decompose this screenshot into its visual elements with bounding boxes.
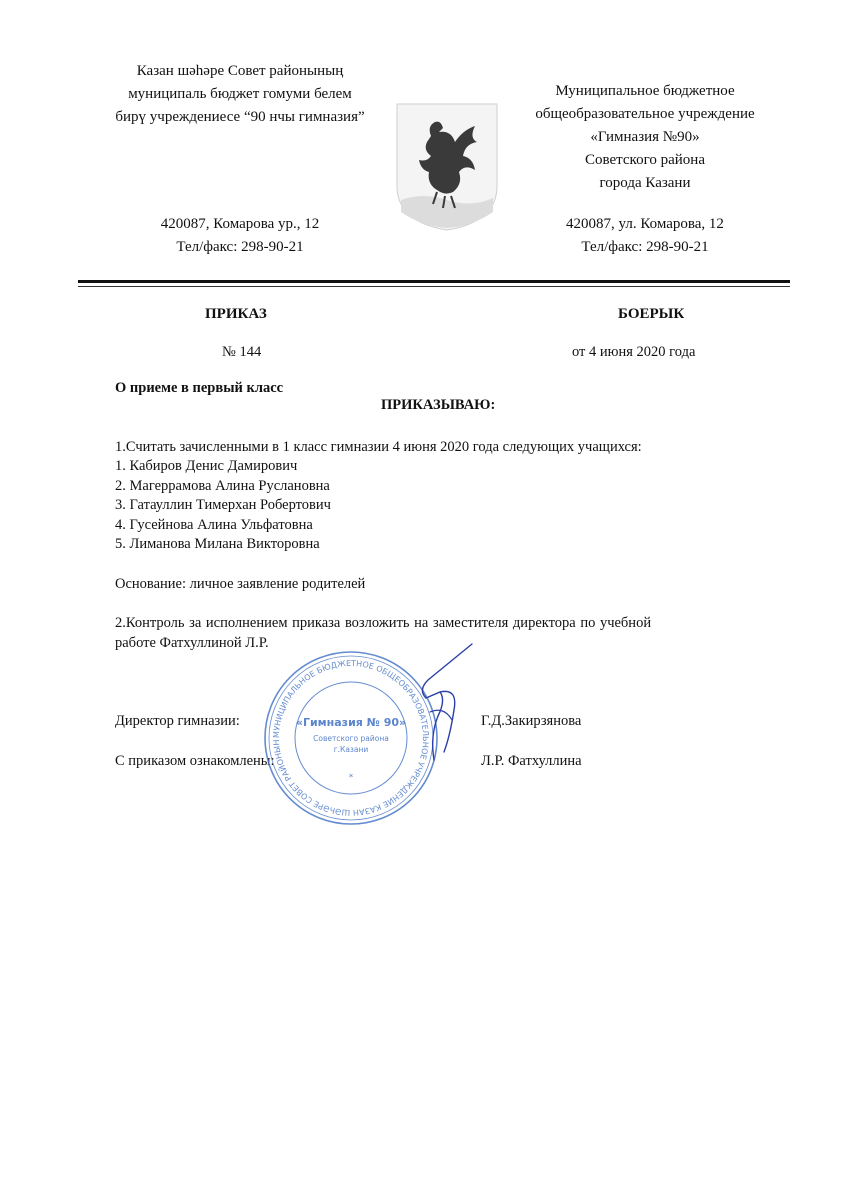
header-right-line: города Казани <box>599 175 691 191</box>
order-item-2-line-2: работе Фатхуллиной Л.Р. <box>115 635 269 651</box>
order-command: ПРИКАЗЫВАЮ: <box>381 397 496 413</box>
student-list-item: 4. Гусейнова Алина Ульфатовна <box>115 517 313 533</box>
order-number: № 144 <box>222 344 262 360</box>
header-right-address-line: 420087, ул. Комарова, 12 <box>566 216 724 232</box>
header-right-address <box>500 213 790 259</box>
header-left-line: муниципаль бюджет гомуми белем <box>128 86 352 102</box>
order-title-ru: ПРИКАЗ <box>205 306 267 322</box>
director-label: Директор гимназии: <box>115 713 240 729</box>
header-right-line: «Гимназия №90» <box>590 129 700 145</box>
order-subject: О приеме в первый класс <box>115 380 284 396</box>
order-date: от 4 июня 2020 года <box>572 344 696 360</box>
header-right-phone: Тел/факс: 298-90-21 <box>581 239 709 255</box>
header-left-address-line: 420087, Комарова ур., 12 <box>160 216 320 232</box>
director-name: Г.Д.Закирзянова <box>481 713 582 729</box>
order-basis: Основание: личное заявление родителей <box>115 576 366 592</box>
director-signature <box>400 640 490 770</box>
header-divider-thick <box>78 280 790 283</box>
student-list-item: 3. Гатауллин Тимерхан Робертович <box>115 497 331 513</box>
student-list-item: 5. Лиманова Милана Викторовна <box>115 536 320 552</box>
header-right-org <box>500 80 790 195</box>
header-divider-thin <box>78 286 790 287</box>
acquainted-name: Л.Р. Фатхуллина <box>481 753 582 769</box>
acquainted-label: С приказом ознакомлены: <box>115 753 275 769</box>
kazan-emblem-icon <box>393 100 501 232</box>
order-item-2-line-1: 2.Контроль за исполнением приказа возложить на заместителя директора по учебной <box>115 615 652 631</box>
stamp-sub-text: г.Казани <box>333 745 369 754</box>
order-item-1: 1.Считать зачисленными в 1 класс гимназии 4 июня 2020 года следующих учащихся: <box>115 439 642 455</box>
header-right-line: общеобразовательное учреждение <box>535 106 755 122</box>
stamp-center-text: «Гимназия № 90» <box>295 716 407 729</box>
header-right-line: Советского района <box>585 152 705 168</box>
header-left-address <box>80 213 400 259</box>
order-title-tt: БОЕРЫК <box>618 306 685 322</box>
student-list-item: 1. Кабиров Денис Дамирович <box>115 458 298 474</box>
header-left-line: Казан шәһәре Совет районының <box>136 63 344 79</box>
stamp-ring-text: МУНИЦИПАЛЬНОЕ БЮДЖЕТНОЕ ОБЩЕОБРАЗОВАТЕЛЬНОЕ УЧРЕЖДЕНИЕ КАЗАН ШӘҺӘРЕ СОВЕТ РАЙОНЫН <box>271 658 431 818</box>
stamp-sub-text: Советского района <box>313 734 389 743</box>
header-left-phone: Тел/факс: 298-90-21 <box>176 239 304 255</box>
student-list-item: 2. Магеррамова Алина Руслановна <box>115 478 330 494</box>
stamp-star-icon: * <box>348 773 354 783</box>
header-left-line: бирү учреждениесе “90 нчы гимназия” <box>115 109 365 125</box>
header-right-line: Муниципальное бюджетное <box>555 83 735 99</box>
header-left-org <box>80 60 400 129</box>
